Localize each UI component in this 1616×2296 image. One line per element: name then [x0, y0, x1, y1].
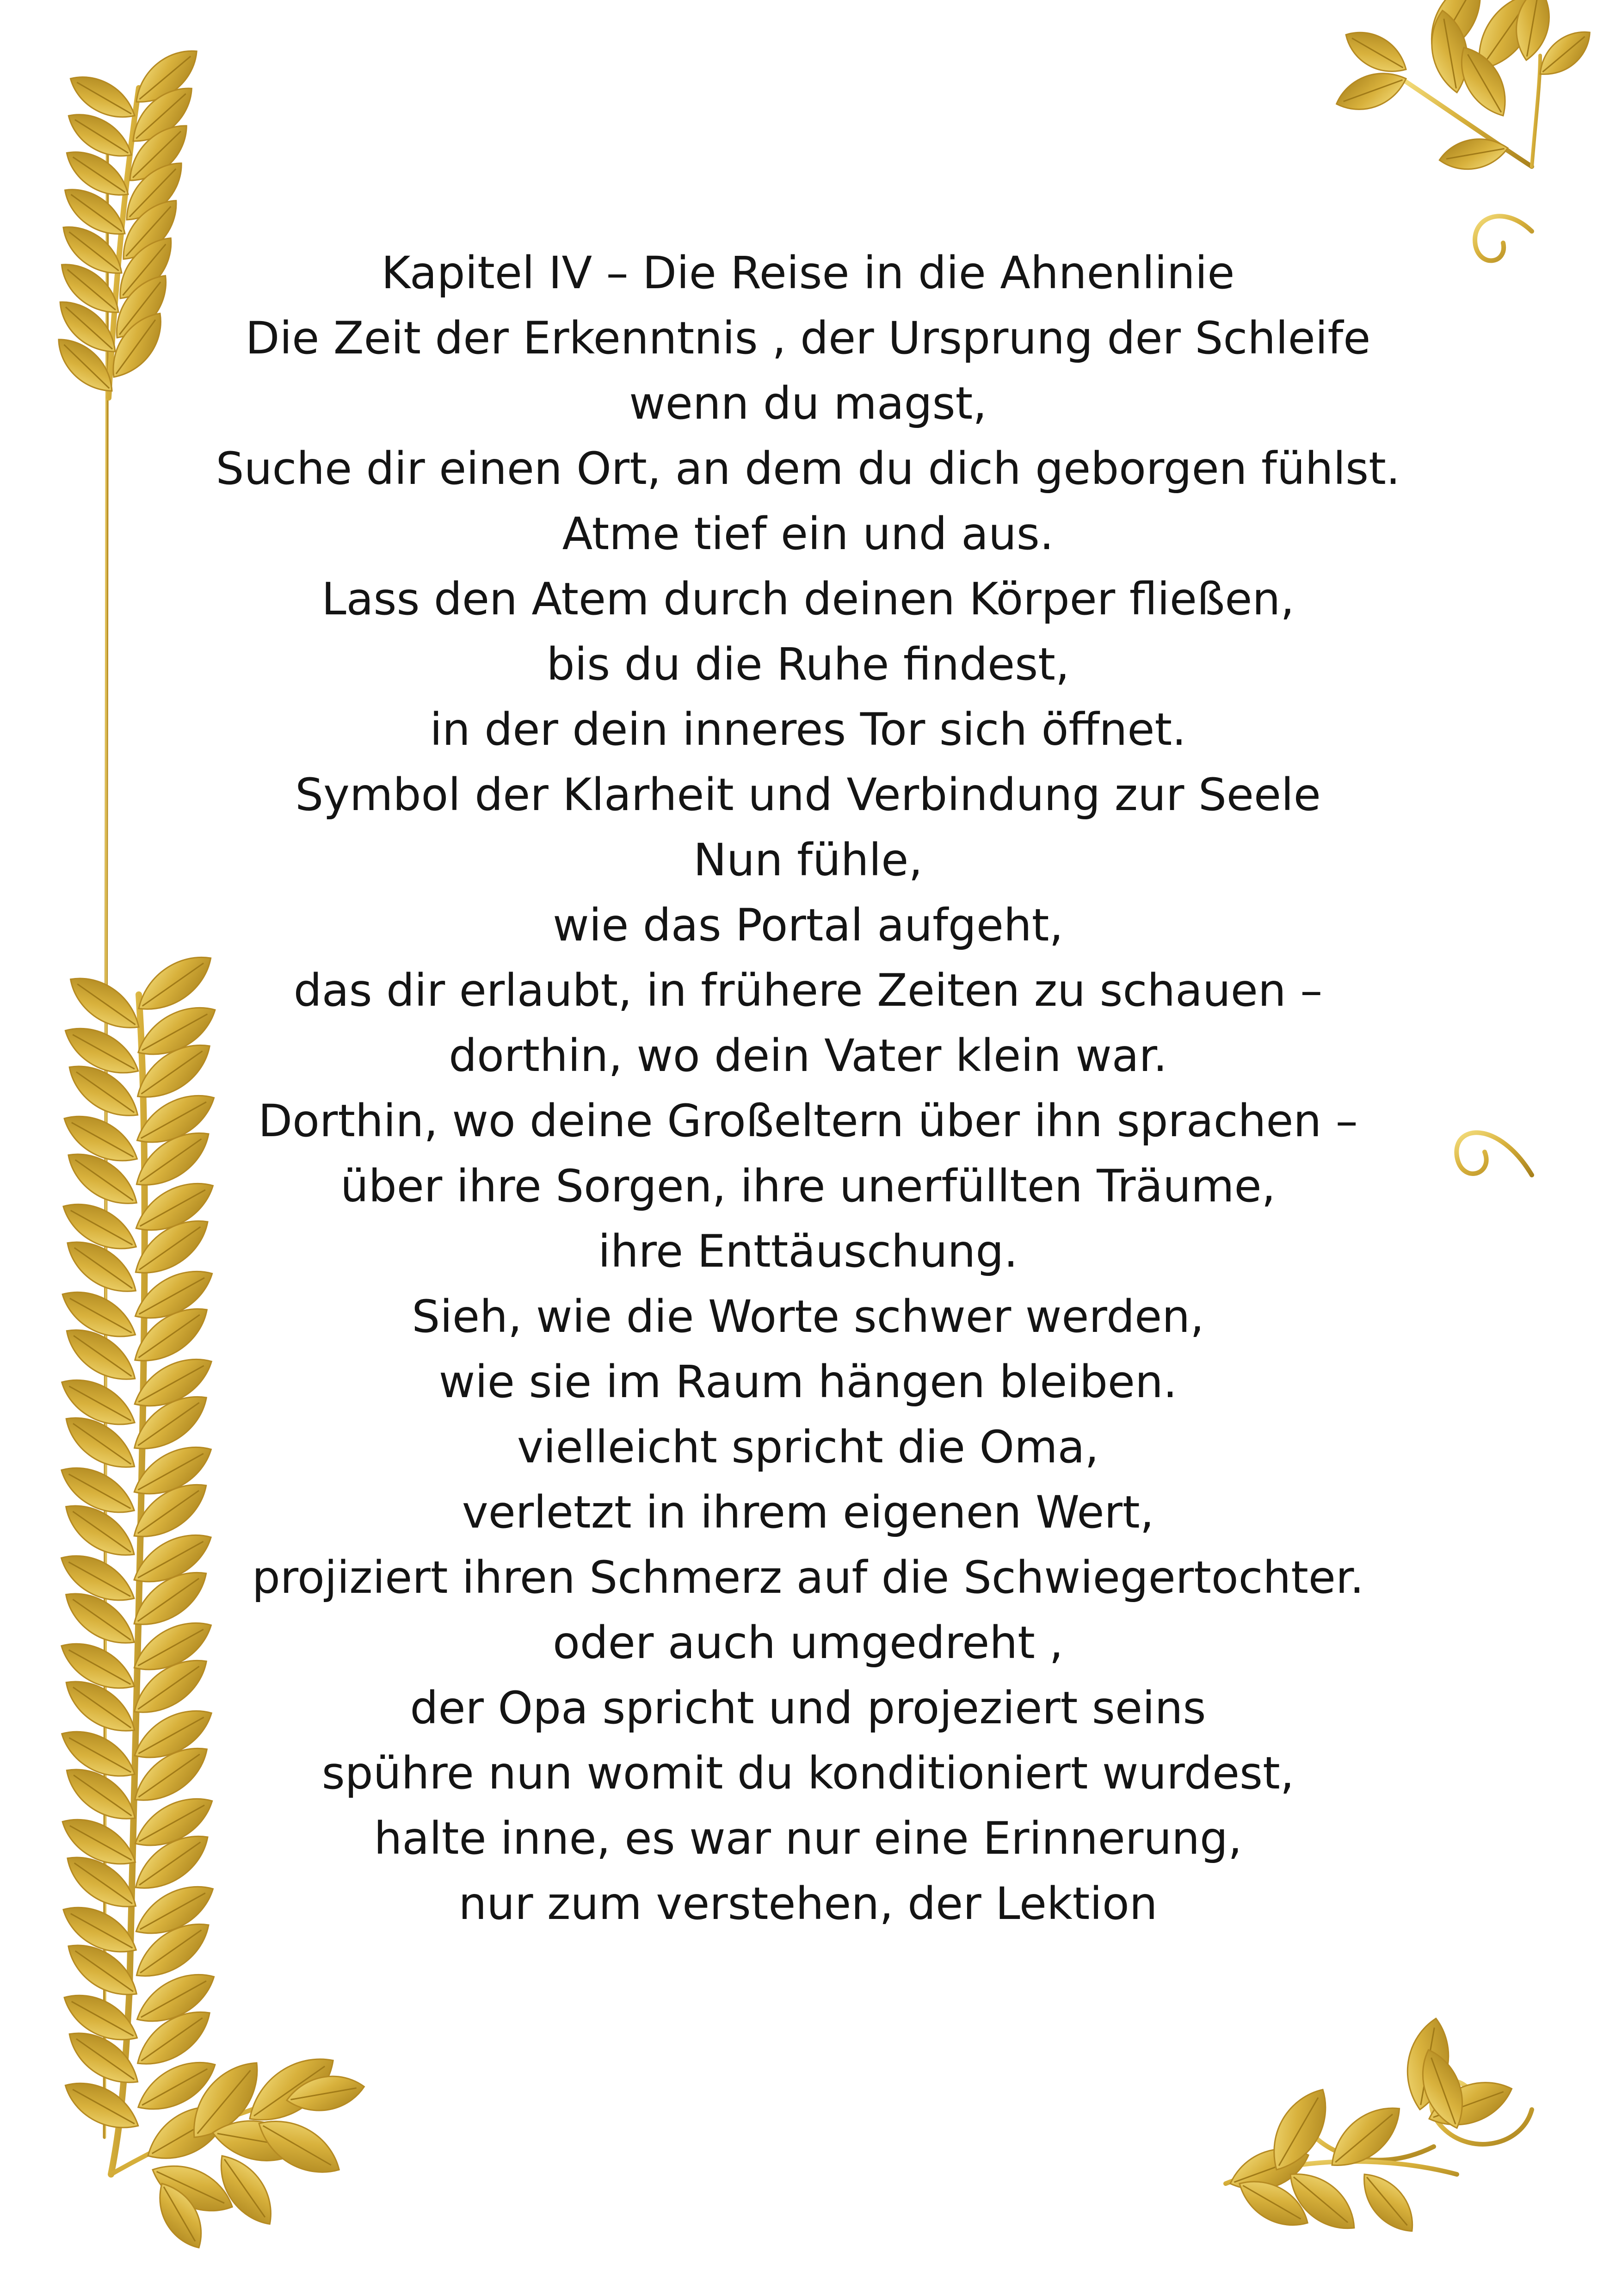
text-line: Nun fühle,	[693, 834, 923, 886]
text-line: oder auch umgedreht ,	[553, 1617, 1063, 1669]
text-line: Atme tief ein und aus.	[562, 508, 1054, 560]
text-line: wie sie im Raum hängen bleiben.	[438, 1356, 1178, 1408]
text-line: wie das Portal aufgeht,	[553, 899, 1063, 951]
text-line: Die Zeit der Erkenntnis , der Ursprung der Schleife	[245, 312, 1371, 364]
text-line: nur zum verstehen, der Lektion	[458, 1878, 1158, 1930]
text-line: ihre Enttäuschung.	[598, 1225, 1018, 1277]
text-line: Suche dir einen Ort, an dem du dich geborgen fühlst.	[216, 443, 1400, 495]
text-line: halte inne, es war nur eine Erinnerung,	[374, 1813, 1242, 1864]
branch-stem	[1532, 56, 1540, 167]
text-line: Kapitel IV – Die Reise in die Ahnenlinie	[381, 247, 1235, 299]
text-line: wenn du magst,	[629, 378, 987, 429]
poem-text	[116, 241, 1500, 1937]
text-line: spühre nun womit du konditioniert wurdest,	[321, 1747, 1295, 1799]
text-line: Sieh, wie die Worte schwer werden,	[412, 1291, 1204, 1343]
text-line: das dir erlaubt, in frühere Zeiten zu schauen –	[293, 965, 1323, 1016]
text-line: verletzt in ihrem eigenen Wert,	[462, 1486, 1154, 1538]
text-line: Lass den Atem durch deinen Körper fließen,	[321, 573, 1295, 625]
bottom-right-leaf-cluster	[1224, 2015, 1518, 2242]
text-line: bis du die Ruhe findest,	[546, 638, 1070, 690]
text-line: der Opa spricht und projeziert seins	[410, 1682, 1206, 1734]
text-line: Dorthin, wo deine Großeltern über ihn sprachen –	[258, 1095, 1358, 1147]
top-right-leaf-cluster	[1331, 0, 1599, 174]
text-line: Symbol der Klarheit und Verbindung zur Seele	[295, 769, 1321, 821]
text-line: über ihre Sorgen, ihre unerfüllten Träume,	[340, 1160, 1276, 1212]
text-line: vielleicht spricht die Oma,	[517, 1421, 1099, 1473]
text-line: in der dein inneres Tor sich öffnet.	[430, 704, 1186, 755]
bottom-left-leaf-cluster	[111, 2043, 367, 2255]
text-line: projiziert ihren Schmerz auf die Schwiegertochter.	[252, 1552, 1364, 1603]
text-line: dorthin, wo dein Vater klein war.	[449, 1030, 1167, 1082]
